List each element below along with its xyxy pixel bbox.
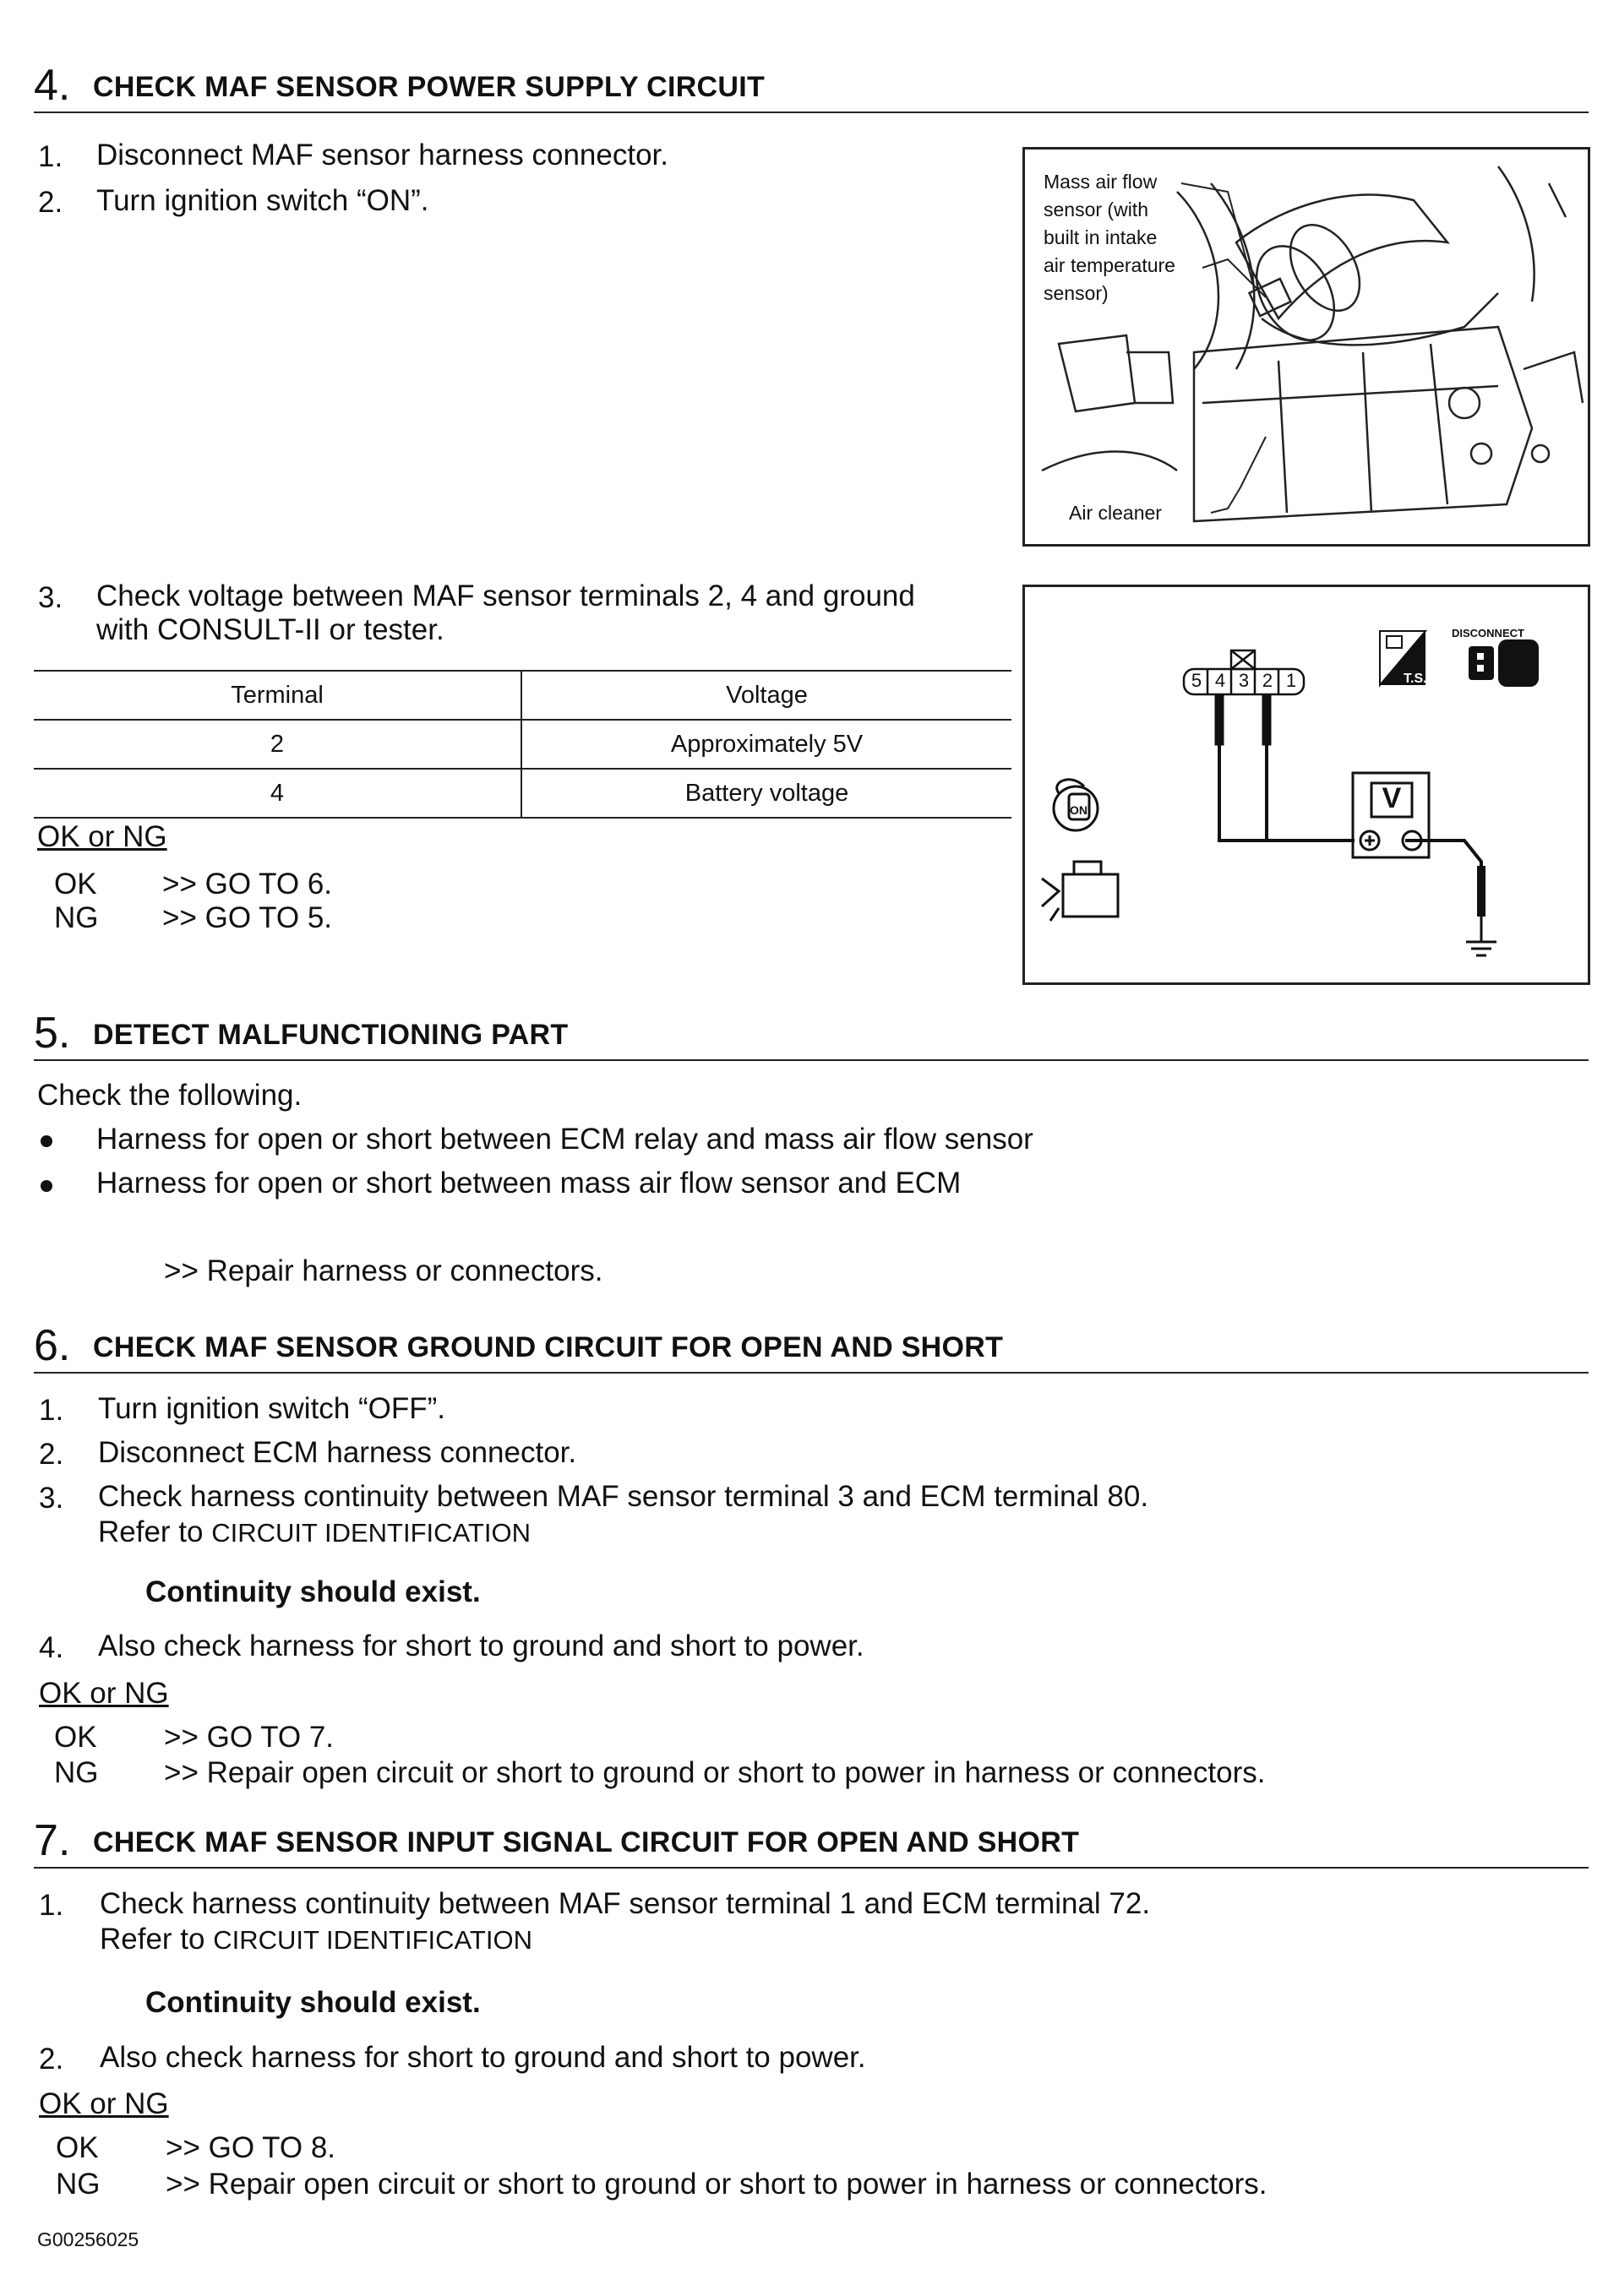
voltage-check-figure	[1022, 585, 1590, 985]
step7-ng-action: >> Repair open circuit or short to ground or short to power in harness or connectors.	[166, 2168, 1267, 2201]
voltmeter-v-label: V	[1382, 782, 1402, 814]
refer-prefix: Refer to	[100, 1923, 214, 1956]
table-header-row	[34, 671, 1011, 720]
step6-ok-or-ng: OK or NG	[39, 1677, 169, 1710]
step4-item2-num: 2.	[38, 186, 63, 219]
step7-header	[34, 1814, 1589, 1869]
step7-item1-num: 1.	[39, 1889, 64, 1922]
step6-ok-label: OK	[54, 1721, 97, 1754]
step6-title: CHECK MAF SENSOR GROUND CIRCUIT FOR OPEN AND SHORT	[93, 1331, 1004, 1363]
step7-ok-label: OK	[56, 2131, 99, 2164]
ignition-on-label: ON	[1070, 803, 1088, 817]
step4-ok-action: >> GO TO 6.	[162, 868, 333, 900]
step7-ok-action: >> GO TO 8.	[166, 2131, 336, 2164]
maf-label-line1: Mass air flow	[1044, 171, 1158, 193]
step4-item3-num: 3.	[38, 581, 63, 614]
step4-ng-label: NG	[54, 901, 99, 934]
step4-header	[34, 59, 1589, 113]
step4-item1-num: 1.	[38, 140, 63, 173]
step6-header	[34, 1319, 1589, 1374]
table-cell-terminal: 4	[34, 769, 521, 818]
table-row	[34, 720, 1011, 769]
step7-continuity: Continuity should exist.	[145, 1986, 481, 2019]
step7-refer	[100, 1922, 532, 1958]
circuit-identification-link[interactable]: CIRCUIT IDENTIFICATION	[213, 1925, 532, 1955]
disconnect-label: DISCONNECT	[1452, 627, 1524, 639]
terminal-5-label: 5	[1191, 670, 1202, 691]
step6-item4-num: 4.	[39, 1631, 64, 1664]
step6-item2-text: Disconnect ECM harness connector.	[98, 1436, 577, 1469]
step6-item3-text: Check harness continuity between MAF sensor terminal 3 and ECM terminal 80.	[98, 1480, 1149, 1513]
step4-ng-action: >> GO TO 5.	[162, 901, 333, 934]
step7-item1-text: Check harness continuity between MAF sensor terminal 1 and ECM terminal 72.	[100, 1887, 1151, 1920]
table-cell-terminal: 2	[34, 720, 521, 769]
step6-item1-text: Turn ignition switch “OFF”.	[98, 1392, 446, 1425]
step4-item3-text: Check voltage between MAF sensor terminals 2, 4 and ground	[96, 579, 915, 612]
step7-item2-num: 2.	[39, 2043, 64, 2076]
bullet-icon	[41, 1180, 52, 1192]
terminal-2-label: 2	[1262, 670, 1273, 691]
step5-header	[34, 1007, 1589, 1061]
table-row	[34, 769, 1011, 818]
step5-bullet2: Harness for open or short between mass air flow sensor and ECM	[96, 1167, 962, 1200]
footer-code: G00256025	[37, 2228, 139, 2250]
step4-title: CHECK MAF SENSOR POWER SUPPLY CIRCUIT	[93, 71, 766, 103]
step6-item3-num: 3.	[39, 1482, 64, 1515]
step4-number: 4.	[34, 61, 71, 110]
step4-item1-text: Disconnect MAF sensor harness connector.	[96, 139, 668, 171]
refer-prefix: Refer to	[98, 1515, 212, 1548]
step4-ok-or-ng: OK or NG	[37, 820, 167, 853]
ts-label: T.S.	[1404, 672, 1427, 686]
terminal-1-label: 1	[1285, 670, 1297, 691]
step6-ng-action: >> Repair open circuit or short to ground or short to power in harness or connectors.	[164, 1756, 1266, 1789]
table-cell-voltage: Battery voltage	[521, 769, 1011, 818]
terminal-3-label: 3	[1238, 670, 1250, 691]
step6-refer	[98, 1515, 531, 1551]
step5-title: DETECT MALFUNCTIONING PART	[93, 1019, 569, 1051]
step4-ok-label: OK	[54, 868, 97, 900]
step6-ng-label: NG	[54, 1756, 99, 1789]
table-cell-voltage: Approximately 5V	[521, 720, 1011, 769]
step5-number: 5.	[34, 1009, 71, 1058]
maf-label-line3: built in intake	[1044, 226, 1158, 248]
step7-number: 7.	[34, 1816, 71, 1865]
step4-item3-text2: with CONSULT-II or tester.	[96, 613, 444, 646]
terminal-4-label: 4	[1214, 670, 1226, 691]
step4-item2-text: Turn ignition switch “ON”.	[96, 184, 429, 217]
maf-label-line4: air temperature	[1044, 254, 1175, 276]
step7-ng-label: NG	[56, 2168, 101, 2201]
step5-intro: Check the following.	[37, 1079, 303, 1112]
bullet-icon	[41, 1135, 52, 1147]
step5-bullet1: Harness for open or short between ECM relay and mass air flow sensor	[96, 1123, 1033, 1156]
step7-ok-or-ng: OK or NG	[39, 2087, 169, 2120]
maf-label-line5: sensor)	[1044, 282, 1109, 304]
step6-item2-num: 2.	[39, 1438, 64, 1471]
maf-label-line2: sensor (with	[1044, 199, 1148, 220]
step5-action: >> Repair harness or connectors.	[164, 1254, 603, 1287]
maf-location-figure	[1022, 147, 1590, 547]
step6-item1-num: 1.	[39, 1394, 64, 1427]
air-cleaner-label: Air cleaner	[1066, 499, 1165, 527]
step6-ok-action: >> GO TO 7.	[164, 1721, 335, 1754]
circuit-identification-link[interactable]: CIRCUIT IDENTIFICATION	[211, 1518, 531, 1548]
step6-continuity: Continuity should exist.	[145, 1575, 481, 1608]
step6-item4-text: Also check harness for short to ground and short to power.	[98, 1630, 864, 1662]
step7-item2-text: Also check harness for short to ground and short to power.	[100, 2041, 866, 2074]
step6-number: 6.	[34, 1321, 71, 1370]
table-header-voltage: Voltage	[521, 671, 1011, 720]
table-header-terminal: Terminal	[34, 671, 521, 720]
step7-title: CHECK MAF SENSOR INPUT SIGNAL CIRCUIT FOR OPEN AND SHORT	[93, 1826, 1080, 1858]
voltage-table	[34, 670, 1011, 819]
